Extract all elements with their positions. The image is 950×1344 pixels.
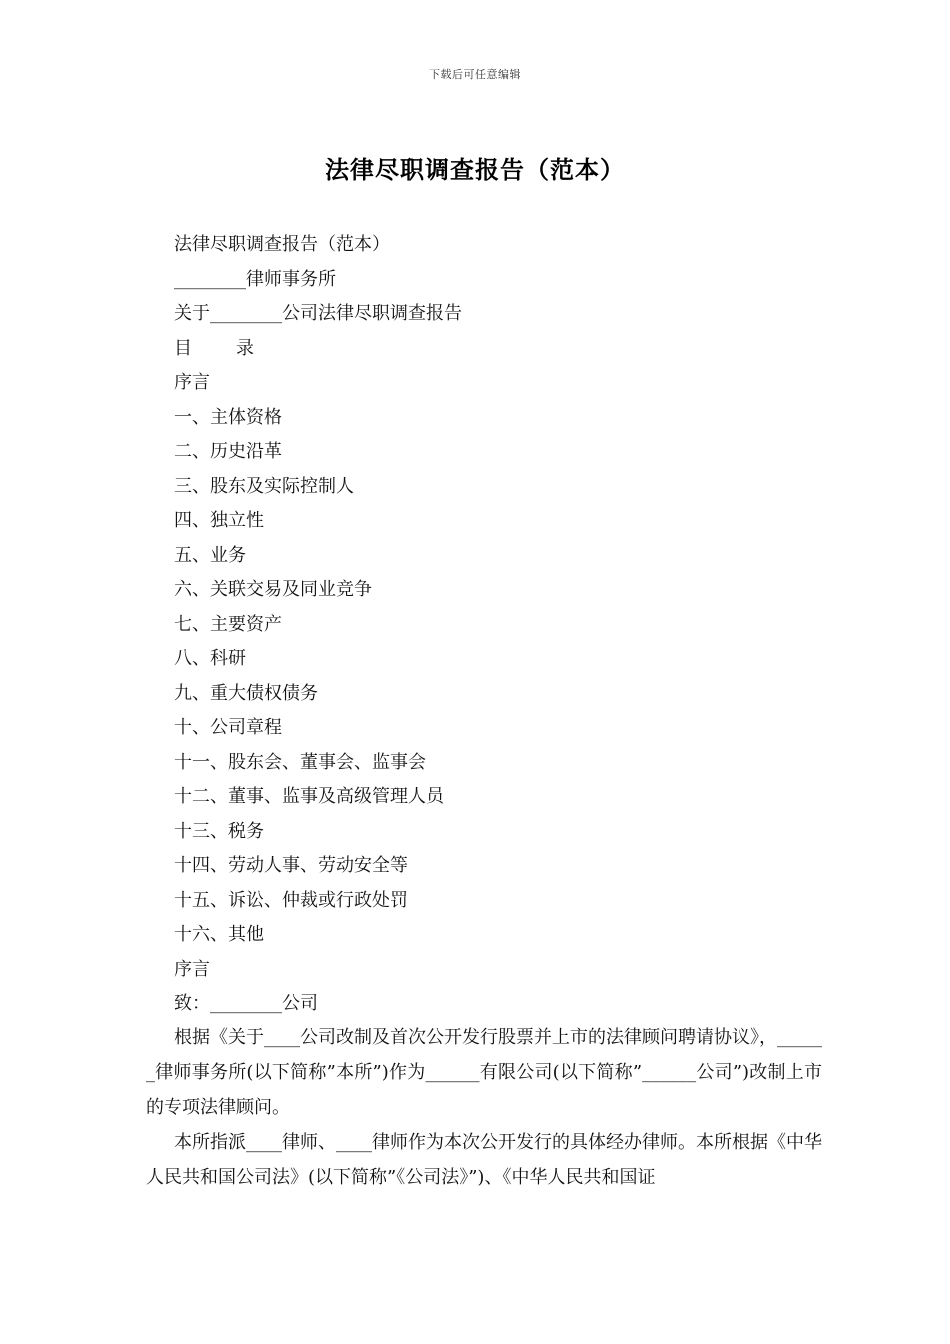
toc-line-preface: 序言 [174, 372, 210, 393]
toc-line-section-8: 八、科研 [174, 648, 246, 669]
paragraph-assigned-lawyers: 本所指派____律师、____律师作为本次公开发行的具体经办律师。本所根据《中华人民共和国公司法》(以下简称”《公司法》”)、《中华人民共和国证 [146, 1132, 822, 1188]
table-of-contents [174, 228, 462, 1022]
toc-line-section-7: 七、主要资产 [174, 613, 282, 635]
header-note: 下载后可任意编辑 [429, 68, 521, 81]
preface-heading: 序言 [174, 958, 210, 980]
document-title: 法律尽职调查报告（范本） [325, 155, 625, 184]
toc-line-contents-heading [174, 332, 462, 367]
toc-line-section-11: 十一、股东会、董事会、监事会 [174, 751, 426, 773]
toc-line-section-12: 十二、董事、监事及高级管理人员 [174, 786, 444, 807]
contents-heading-part-2: 录 [236, 337, 254, 359]
toc-line-section-1: 一、主体资格 [174, 406, 282, 428]
toc-line-section-4: 四、独立性 [174, 510, 264, 531]
toc-line-section-5: 五、业务 [174, 544, 246, 566]
paragraph-engagement: 根据《关于____公司改制及首次公开发行股票并上市的法律顾问聘请协议》，______律师事务所(以下简称”本所”)作为______有限公司(以下简称”______公司”)改制上市的专项法律顾问。 [146, 1027, 822, 1118]
toc-line-section-15: 十五、诉讼、仲裁或行政处罚 [174, 889, 408, 911]
toc-line-section-3: 三、股东及实际控制人 [174, 475, 354, 497]
toc-line-section-14: 十四、劳动人事、劳动安全等 [174, 855, 408, 876]
toc-line-section-6: 六、关联交易及同业竞争 [174, 579, 372, 600]
body-text [146, 1020, 822, 1195]
toc-line-report-title: 法律尽职调查报告（范本） [174, 234, 390, 255]
addressee-line: 致：________公司 [174, 993, 318, 1014]
toc-line-law-firm: ________律师事务所 [174, 268, 336, 290]
toc-line-section-9: 九、重大债权债务 [174, 682, 318, 704]
toc-line-section-2: 二、历史沿革 [174, 441, 282, 462]
toc-line-section-13: 十三、税务 [174, 820, 264, 842]
toc-line-report-subject: 关于________公司法律尽职调查报告 [174, 303, 462, 324]
toc-line-section-10: 十、公司章程 [174, 717, 282, 738]
toc-line-section-16: 十六、其他 [174, 924, 264, 945]
contents-heading-part-1: 目 [174, 337, 192, 359]
